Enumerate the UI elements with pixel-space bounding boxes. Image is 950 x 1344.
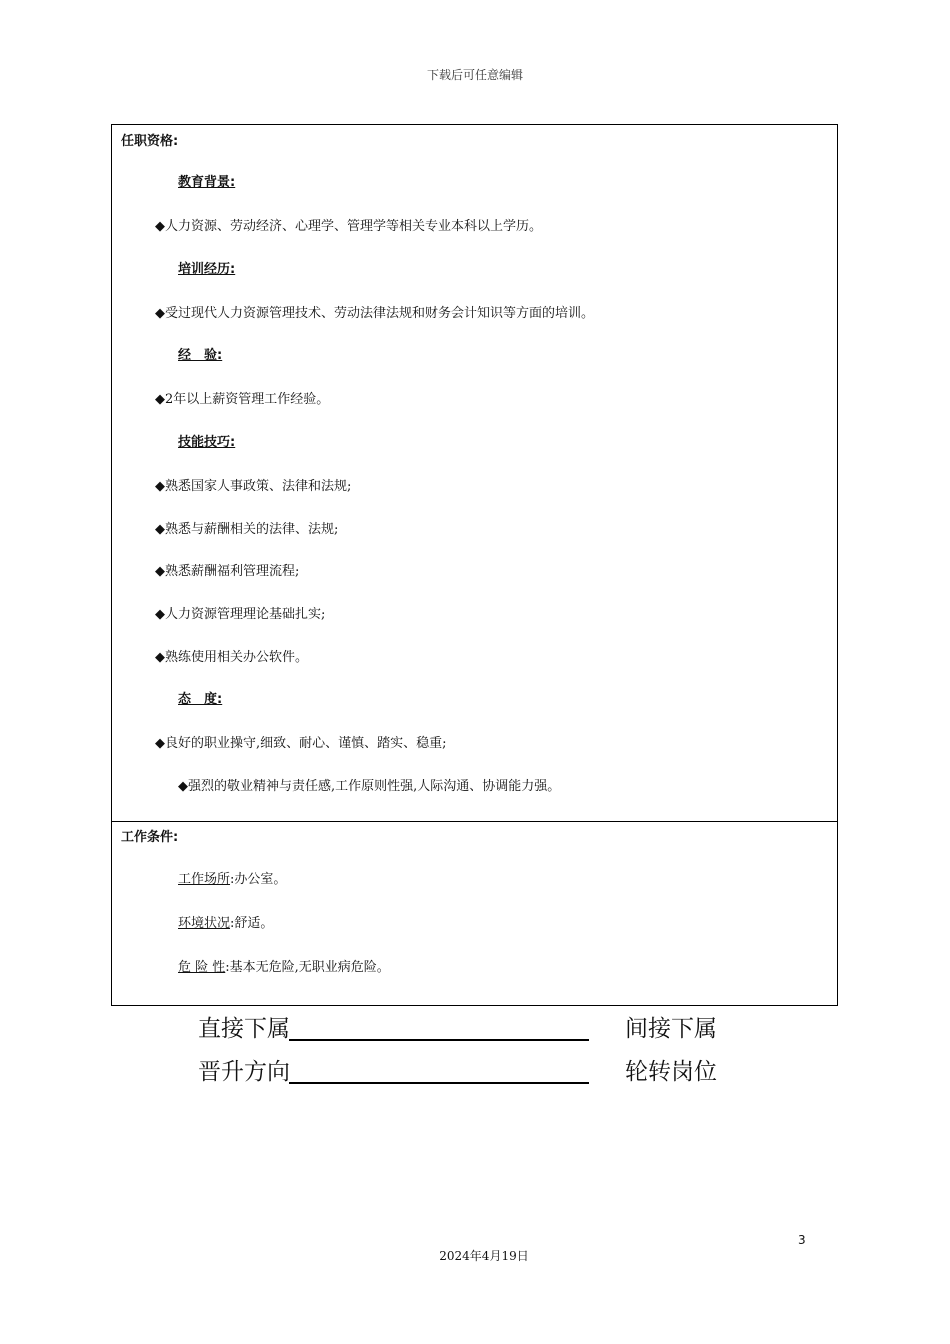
condition-value: :舒适。	[230, 916, 274, 931]
skills-label: 技能技巧:	[178, 435, 236, 450]
qualifications-heading: 任职资格:	[121, 134, 179, 149]
page-header: 下载后可任意编辑	[426, 68, 523, 82]
condition-workplace	[178, 872, 286, 888]
condition-label: 危 险 性	[178, 960, 226, 975]
skill-item: ◆熟悉国家人事政策、法律和法规;	[155, 479, 352, 494]
condition-hazard	[178, 960, 390, 976]
attitude-item: ◆良好的职业操守,细致、耐心、谨慎、踏实、稳重;	[155, 736, 447, 751]
skill-item: ◆人力资源管理理论基础扎实;	[155, 607, 326, 622]
attitude-item: ◆强烈的敬业精神与责任感,工作原则性强,人际沟通、协调能力强。	[178, 779, 561, 794]
job-description-table	[111, 124, 838, 1006]
attitude-label: 态 度:	[178, 692, 223, 707]
experience-label: 经 验:	[178, 348, 223, 363]
training-item: ◆受过现代人力资源管理技术、劳动法律法规和财务会计知识等方面的培训。	[155, 306, 594, 321]
skill-item: ◆熟练使用相关办公软件。	[155, 650, 308, 665]
indirect-subordinate-label: 间接下属	[625, 1016, 717, 1042]
direct-subordinate-label: 直接下属	[198, 1016, 290, 1042]
skill-item: ◆熟悉薪酬福利管理流程;	[155, 564, 300, 579]
training-label: 培训经历:	[178, 262, 236, 277]
conditions-heading: 工作条件:	[121, 830, 179, 845]
promotion-blank	[289, 1082, 589, 1084]
condition-label: 环境状况	[178, 916, 231, 931]
direct-subordinate-blank	[289, 1039, 589, 1041]
condition-environment	[178, 916, 273, 932]
experience-item: ◆2年以上薪资管理工作经验。	[155, 392, 330, 407]
education-item: ◆人力资源、劳动经济、心理学、管理学等相关专业本科以上学历。	[155, 219, 542, 234]
education-label: 教育背景:	[178, 175, 236, 190]
promotion-label: 晋升方向	[198, 1059, 290, 1085]
rotation-label: 轮转岗位	[625, 1059, 717, 1085]
condition-value: :基本无危险,无职业病危险。	[225, 960, 390, 975]
row-divider	[112, 821, 837, 822]
skill-item: ◆熟悉与薪酬相关的法律、法规;	[155, 522, 339, 537]
page-number: 3	[798, 1233, 806, 1247]
footer-date: 2024年4月19日	[439, 1249, 529, 1263]
condition-value: :办公室。	[230, 872, 287, 887]
condition-label: 工作场所	[178, 872, 231, 887]
